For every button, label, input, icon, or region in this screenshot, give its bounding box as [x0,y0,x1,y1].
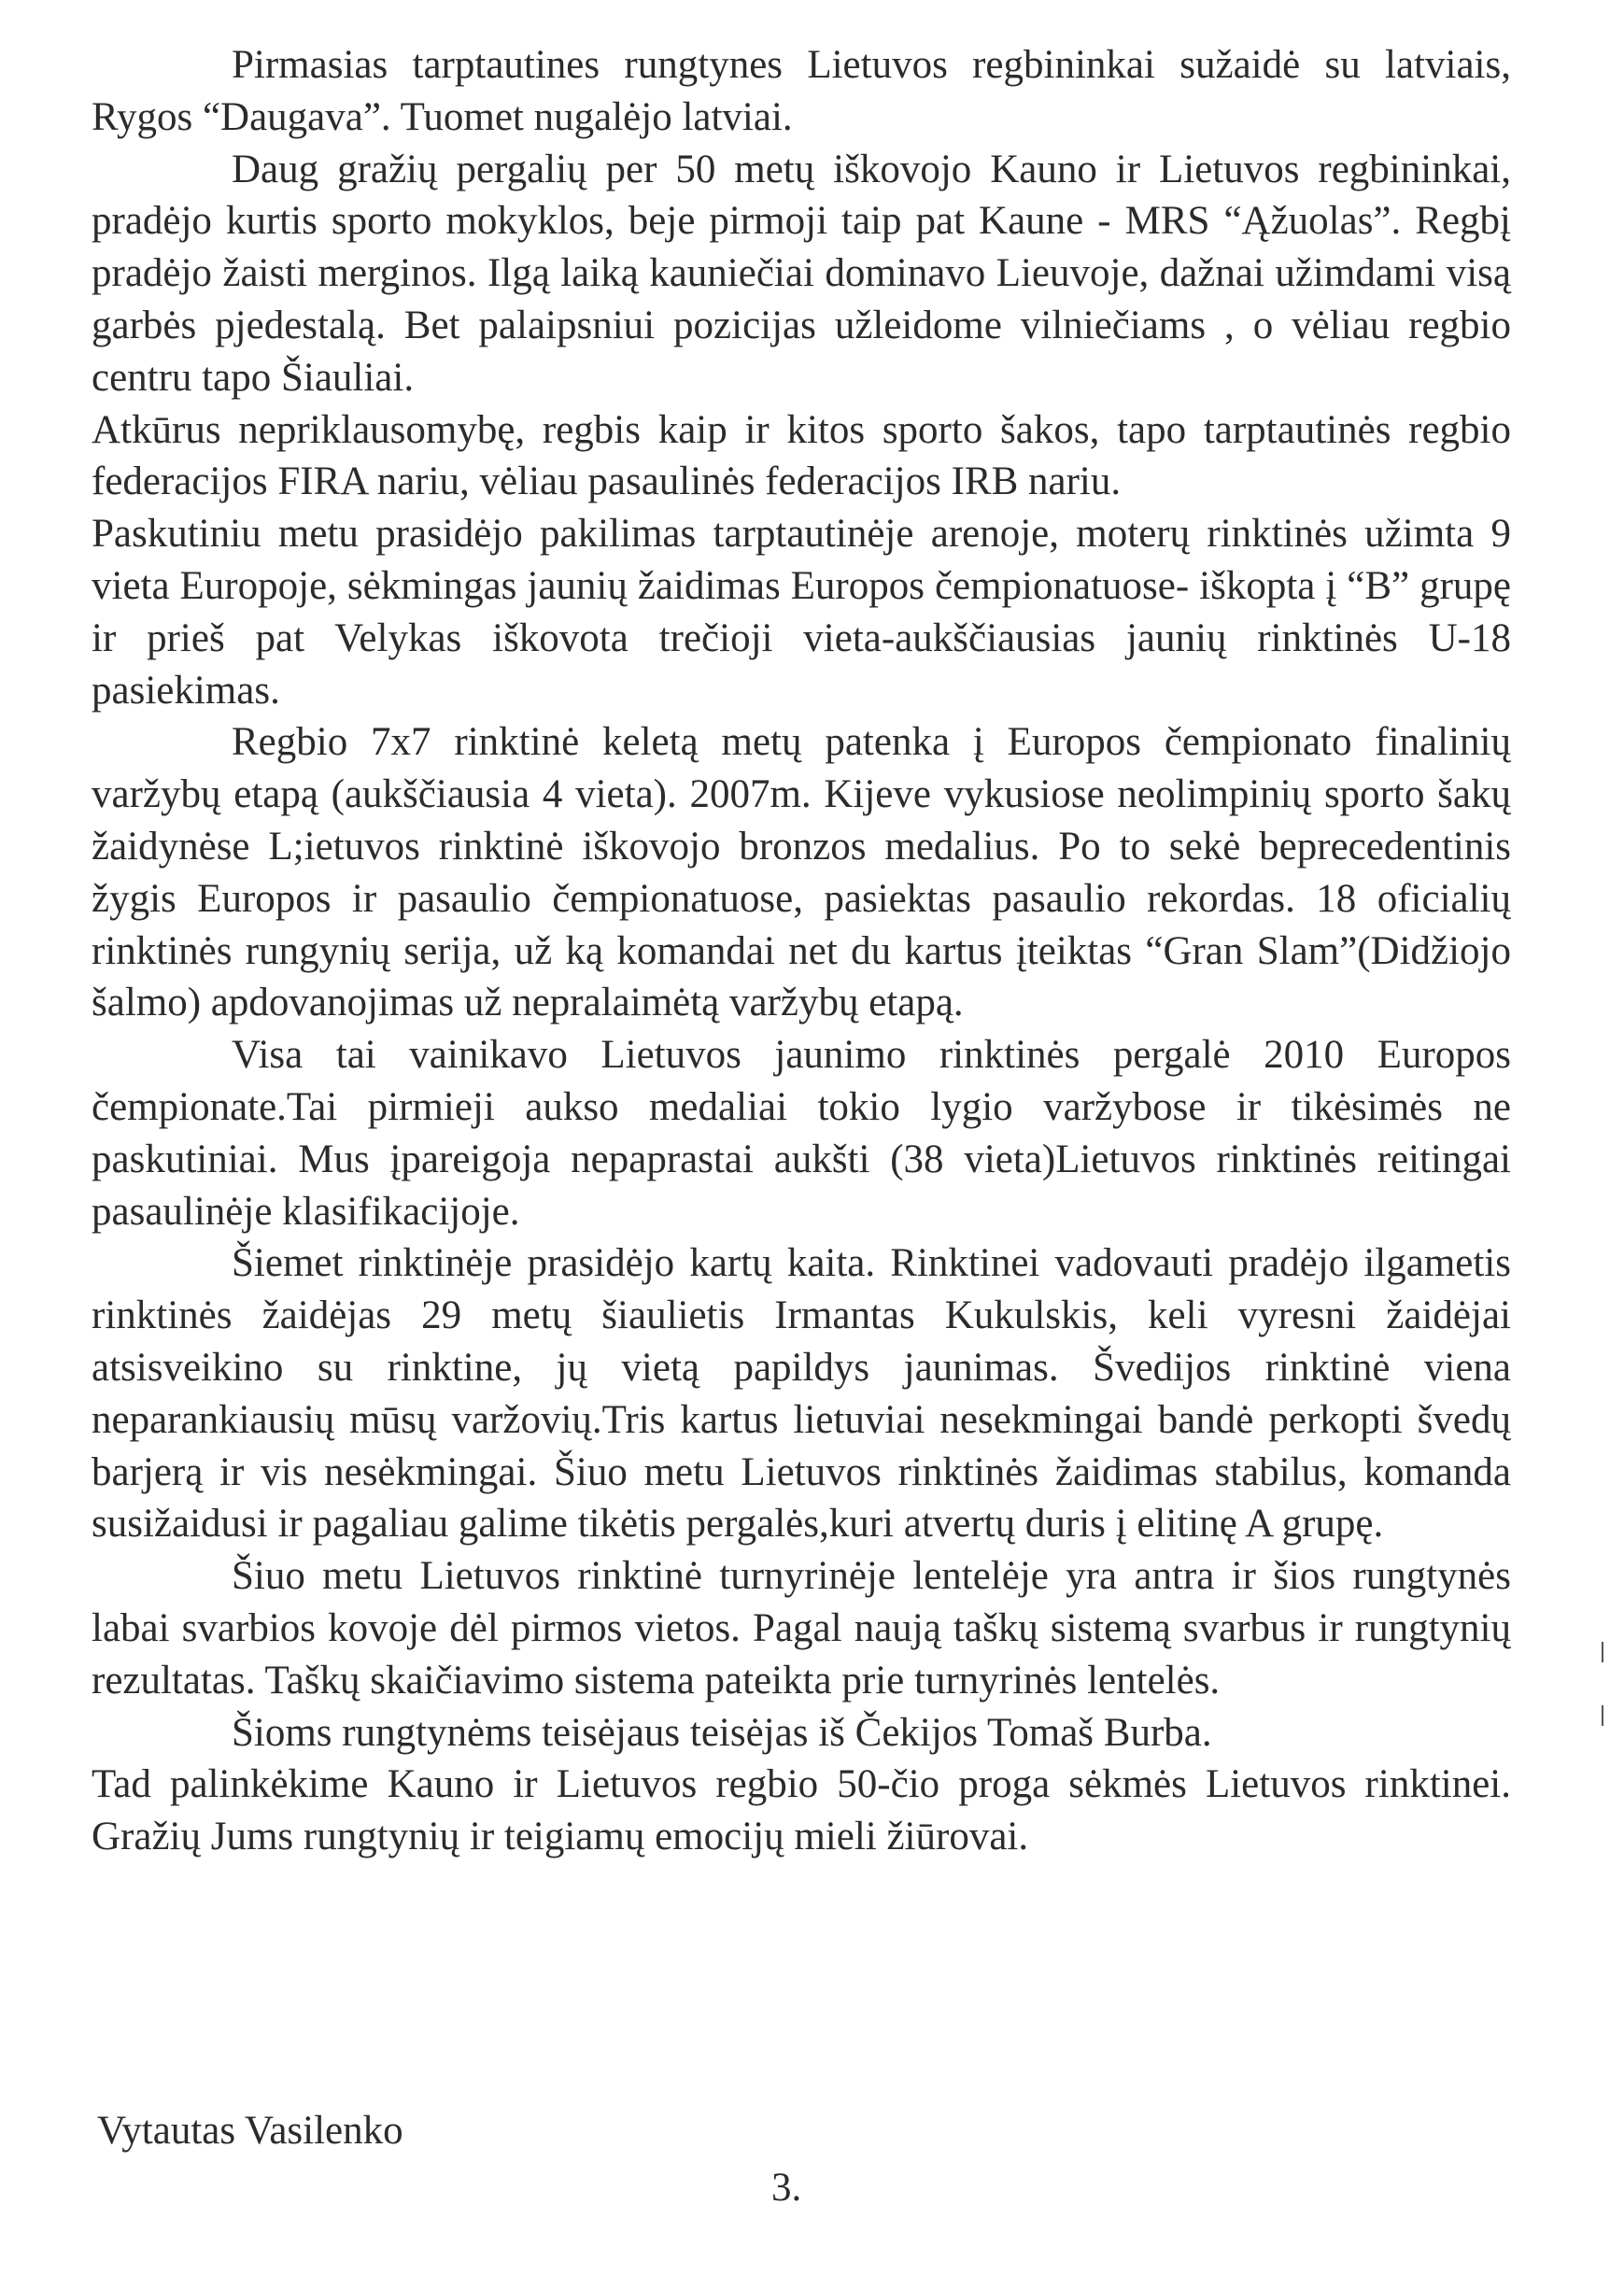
scan-edge-mark [1602,1705,1603,1726]
paragraph-international-rise: Paskutiniu metu prasidėjo pakilimas tarptautinėje arenoje, moterų rinktinės užimta 9 vieta Europoje, sėkmingas jaunių žaidimas Europos čempionatuose- iškopta į “B” grupę ir prieš pat Velykas iškovota trečioji vieta-aukščiausias jaunių rinktinės U-18 pasiekimas. [92,512,1511,713]
page-number: 3. [771,2166,802,2210]
paragraph-kaunas-victories: Daug gražių pergalių per 50 metų iškovojo Kauno ir Lietuvos regbininkai, pradėjo kurtis sporto mokyklos, beje pirmoji taip pat Kaune - MRS “Ąžuolas”. Regbį pradėjo žaisti merginos. Ilgą laiką kauniečiai dominavo Lieuvoje, dažnai užimdami visą garbės pjedestalą. Bet palaipsniui pozicijas užleidome vilniečiams , o vėliau regbio centru tapo Šiauliai. [92,147,1511,400]
paragraph-independence-federations: Atkūrus nepriklausomybę, regbis kaip ir kitos sporto šakos, tapo tarptautinės regbio federacijos FIRA nariu, vėliau pasaulinės federacijos IRB nariu. [92,407,1511,504]
paragraph-standings: Šiuo metu Lietuvos rinktinė turnyrinėje lentelėje yra antra ir šios rungtynės labai svarbios kovoje dėl pirmos vietos. Pagal naują taškų sistemą svarbus ir rungtynių rezultatas. Taškų skaičiavimo sistema pateikta prie turnyrinės lentelės. [92,1554,1511,1703]
article-body [92,39,1511,1863]
author-signature: Vytautas Vasilenko [97,2109,403,2153]
scan-edge-mark [1602,1642,1603,1662]
paragraph-first-international-match: Pirmasias tarptautines rungtynes Lietuvos regbininkai sužaidė su latviais, Rygos “Daugava”. Tuomet nugalėjo latviai. [92,43,1511,139]
paragraph-closing-wishes: Tad palinkėkime Kauno ir Lietuvos regbio 50-čio proga sėkmės Lietuvos rinktinei. Gražių Jums rungtynių ir teigiamų emocijų mieli žiūrovai. [92,1762,1511,1859]
paragraph-referee: Šioms rungtynėms teisėjaus teisėjas iš Čekijos Tomaš Burba. [232,1710,1212,1755]
paragraph-sevens-team: Regbio 7x7 rinktinė keletą metų patenka į Europos čempionato finalinių varžybų etapą (aukščiausia 4 vieta). 2007m. Kijeve vykusiose neolimpinių sporto šakų žaidynėse L;ietuvos rinktinė iškovojo bronzos medalius. Po to sekė beprecedentinis žygis Europos ir pasaulio čempionatuose, pasiektas pasaulio rekordas. 18 oficialių rinktinės rungynių serija, už ką komandai net du kartus įteiktas “Gran Slam”(Didžiojo šalmo) apdovanojimas už nepralaimėtą varžybų etapą. [92,720,1511,1025]
paragraph-generation-change: Šiemet rinktinėje prasidėjo kartų kaita. Rinktinei vadovauti pradėjo ilgametis rinktinės žaidėjas 29 metų šiaulietis Irmantas Kukulskis, keli vyresni žaidėjai atsisveikino su rinktine, jų vietą papildys jaunimas. Švedijos rinktinė viena neparankiausių mūsų varžovių.Tris kartus lietuviai nesekmingai bandė perkopti švedų barjerą ir vis nesėkmingai. Šiuo metu Lietuvos rinktinės žaidimas stabilus, komanda susižaidusi ir pagaliau galime tikėtis pergalės,kuri atvertų duris į elitinę A grupę. [92,1241,1511,1547]
paragraph-youth-european-win: Visa tai vainikavo Lietuvos jaunimo rinktinės pergalė 2010 Europos čempionate.Tai pirmieji aukso medaliai tokio lygio varžybose ir tikėsimės ne paskutiniai. Mus įpareigoja nepaprastai aukšti (38 vieta)Lietuvos rinktinės reitingai pasaulinėje klasifikacijoje. [92,1033,1511,1234]
